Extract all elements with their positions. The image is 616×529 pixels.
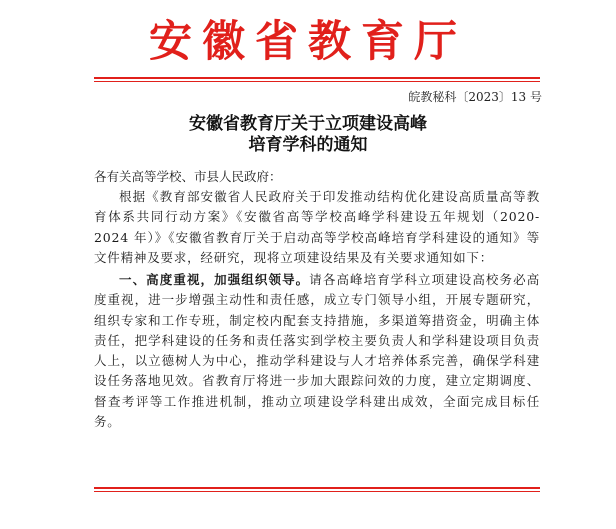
body-paragraph-1: 根据《教育部安徽省人民政府关于印发推动结构优化建设高质量高等教育体系共同行动方案》《安徽省高等学校高峰学科建设五年规划（2020-2024 年）》《安徽省教育厅关于启动高等学校高峰培育学科建设的通知》等文件精神及要求，经研究，现将立项建设结果及有关要求通知如下： [94,189,540,266]
document-title [0,114,616,156]
document-number: 皖教秘科〔2023〕13 号 [408,90,542,104]
footer-red-rule [94,487,540,489]
section-1-text: 请各高峰培育学科立项建设高校务必高度重视，进一步增强主动性和责任感，成立专门领导小组，开展专题研究，组织专家和工作专班，制定校内配套支持措施，多渠道筹措资金，明确主体责任，把学科建设的任务和责任落实到学校主要负责人和学科建设项目负责人上，以立德树人为中心，推动学科建设与人才培养体系完善，确保学科建设任务落地见效。省教育厅将进一步加大跟踪问效的力度，建立定期调度、督查考评等工作推进机制，推动立项建设学科建出成效，全面完成目标任务。 [94,272,540,430]
body-section-1 [94,270,540,432]
document-title-line-2: 培育学科的通知 [248,135,368,155]
body-paragraph-2 [94,270,540,432]
addressee-line: 各有关高等学校、市县人民政府： [94,169,282,184]
issuer-header-title: 安徽省教育厅 [149,17,467,67]
section-1-heading: 一、高度重视，加强组织领导。 [119,272,310,287]
footer-red-rule-thin [94,491,540,492]
header-red-rule [94,77,540,79]
header-red-rule-thin [94,81,540,82]
document-title-line-1: 安徽省教育厅关于立项建设高峰 [189,114,427,134]
